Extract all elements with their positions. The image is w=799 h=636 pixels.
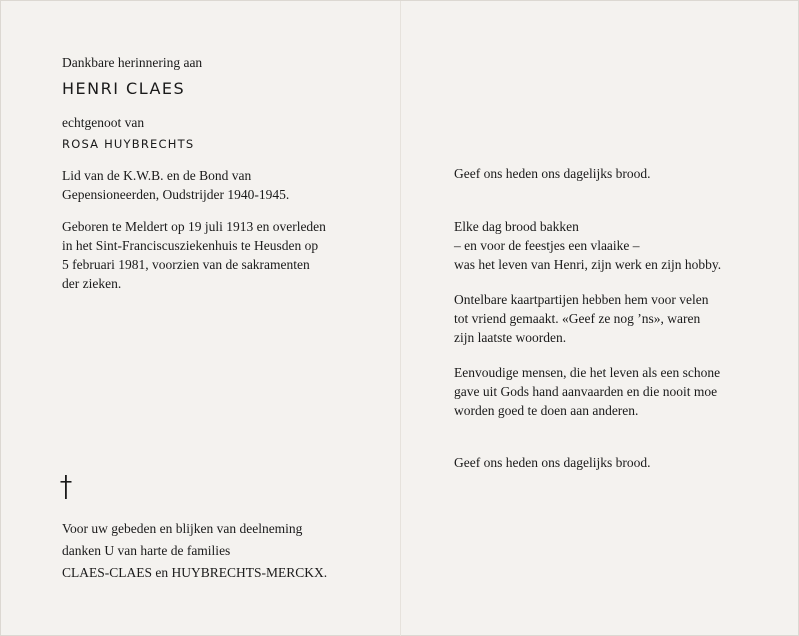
prayer-line-bottom: Geef ons heden ons dagelijks brood.	[454, 455, 651, 470]
stanza-line: worden goed te doen aan anderen.	[454, 403, 639, 418]
biography-paragraph	[62, 217, 326, 293]
thanks-line: danken U van harte de families	[62, 543, 231, 558]
stanza-2	[454, 290, 709, 347]
thanks-line: CLAES-CLAES en HUYBRECHTS-MERCKX.	[62, 565, 328, 580]
stanza-1	[454, 217, 721, 274]
thanks-line: Voor uw gebeden en blijken van deelneming	[62, 521, 303, 536]
stanza-line: gave uit Gods hand aanvaarden en die nooit moe	[454, 384, 718, 399]
thanks-paragraph	[62, 518, 327, 584]
stanza-line: Ontelbare kaartpartijen hebben hem voor velen	[454, 292, 709, 307]
biography-line: Geboren te Meldert op 19 juli 1913 en overleden	[62, 219, 326, 234]
stanza-line: zijn laatste woorden.	[454, 330, 567, 345]
cross-icon	[59, 475, 73, 499]
stanza-line: tot vriend gemaakt. «Geef ze nog ’ns», waren	[454, 311, 701, 326]
biography-line: 5 februari 1981, voorzien van de sakramenten	[62, 257, 310, 272]
stanza-line: – en voor de feestjes een vlaaike –	[454, 238, 640, 253]
stanza-line: was het leven van Henri, zijn werk en zijn hobby.	[454, 257, 722, 272]
spouse-label: echtgenoot van	[62, 115, 145, 130]
stanza-3	[454, 363, 720, 420]
biography-line: der zieken.	[62, 276, 122, 291]
stanza-line: Elke dag brood bakken	[454, 219, 579, 234]
spouse-name: ROSA HUYBRECHTS	[62, 137, 195, 151]
intro-text: Dankbare herinnering aan	[62, 55, 203, 70]
biography-line: in het Sint-Franciscusziekenhuis te Heusden op	[62, 238, 319, 253]
membership-line: Lid van de K.W.B. en de Bond van	[62, 168, 252, 183]
membership-paragraph	[62, 166, 289, 204]
prayer-line-top: Geef ons heden ons dagelijks brood.	[454, 166, 651, 181]
membership-line: Gepensioneerden, Oudstrijder 1940-1945.	[62, 187, 290, 202]
stanza-line: Eenvoudige mensen, die het leven als een schone	[454, 365, 721, 380]
deceased-name: HENRI CLAES	[62, 79, 186, 98]
fold-line	[400, 1, 401, 636]
